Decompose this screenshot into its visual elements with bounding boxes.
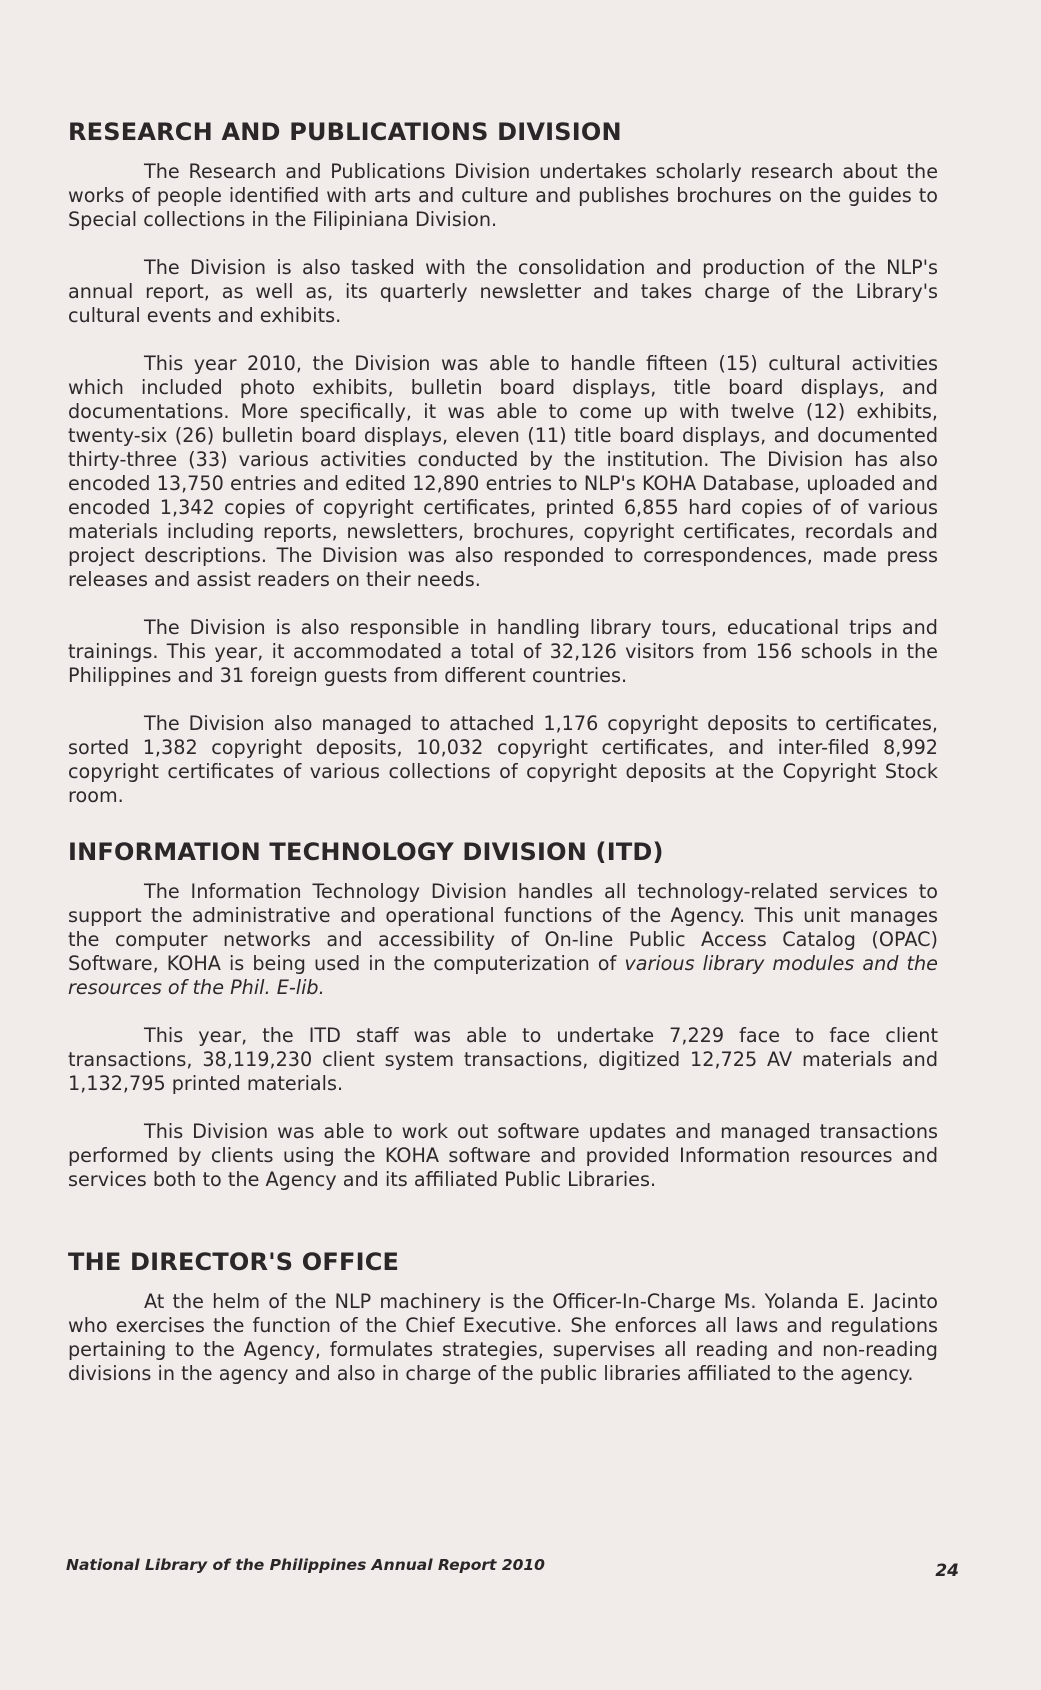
- spacer: [68, 1192, 938, 1248]
- paragraph: This Division was able to work out software updates and managed transactions performed by clients using the KOHA software and provided Information resources and services both to the Agency and its affiliated Public Libraries.: [68, 1120, 938, 1191]
- paragraph: The Division is also tasked with the consolidation and production of the NLP's annual report, as well as, its quarterly newsletter and takes charge of the Library's cultural events and exhibits.: [68, 256, 938, 327]
- section-directors-office: [68, 1248, 938, 1386]
- footer-publication-title: National Library of the Philippines Annual Report 2010: [66, 1556, 545, 1574]
- section-information-technology: [68, 838, 938, 1192]
- paragraph: [68, 880, 938, 1000]
- section-heading: INFORMATION TECHNOLOGY DIVISION (ITD): [68, 838, 664, 866]
- paragraph-italic-text: various library modules and the resources of the Phil. E-lib.: [68, 952, 938, 999]
- page-body: [68, 118, 938, 1386]
- paragraph: This year 2010, the Division was able to handle fifteen (15) cultural activities which included photo exhibits, bulletin board displays, title board displays, and documentations. More specifically, it was able to come up with twelve (12) exhibits, twenty-six (26) bulletin board displays, eleven (11) title board displays, and documented thirty-three (33) various activities conducted by the institution. The Division has also encoded 13,750 entries and edited 12,890 entries to NLP's KOHA Database, uploaded and encoded 1,342 copies of copyright certificates, printed 6,855 hard copies of of various materials including reports, newsletters, brochures, copyright certificates, recordals and project descriptions. The Division was also responded to correspondences, made press releases and assist readers on their needs.: [68, 352, 938, 591]
- paragraph-text: The Information Technology Division handles all technology-related services to support the administrative and operational functions of the Agency. This unit manages the computer networks and accessibility of On-line Public Access Catalog (OPAC) Software, KOHA is being used in the computerization of: [68, 880, 938, 975]
- paragraph: At the helm of the NLP machinery is the Officer-In-Charge Ms. Yolanda E. Jacinto who exercises the function of the Chief Executive. She enforces all laws and regulations pertaining to the Agency, formulates strategies, supervises all reading and non-reading divisions in the agency and also in charge of the public libraries affiliated to the agency.: [68, 1290, 938, 1385]
- spacer: [68, 808, 938, 838]
- section-heading: THE DIRECTOR'S OFFICE: [68, 1248, 400, 1276]
- paragraph: The Research and Publications Division undertakes scholarly research about the works of people identified with arts and culture and publishes brochures on the guides to Special collections in the Filipiniana Division.: [68, 160, 938, 231]
- section-heading: RESEARCH AND PUBLICATIONS DIVISION: [68, 118, 622, 146]
- section-research-publications: [68, 118, 938, 808]
- paragraph: The Division also managed to attached 1,176 copyright deposits to certificates, sorted 1,382 copyright deposits, 10,032 copyright certificates, and inter-filed 8,992 copyright certificates of various collections of copyright deposits at the Copyright Stock room.: [68, 712, 938, 807]
- paragraph: This year, the ITD staff was able to undertake 7,229 face to face client transactions, 38,119,230 client system transactions, digitized 12,725 AV materials and 1,132,795 printed materials.: [68, 1024, 938, 1095]
- page-number: 24: [935, 1561, 959, 1581]
- paragraph: The Division is also responsible in handling library tours, educational trips and trainings. This year, it accommodated a total of 32,126 visitors from 156 schools in the Philippines and 31 foreign guests from different countries.: [68, 616, 938, 687]
